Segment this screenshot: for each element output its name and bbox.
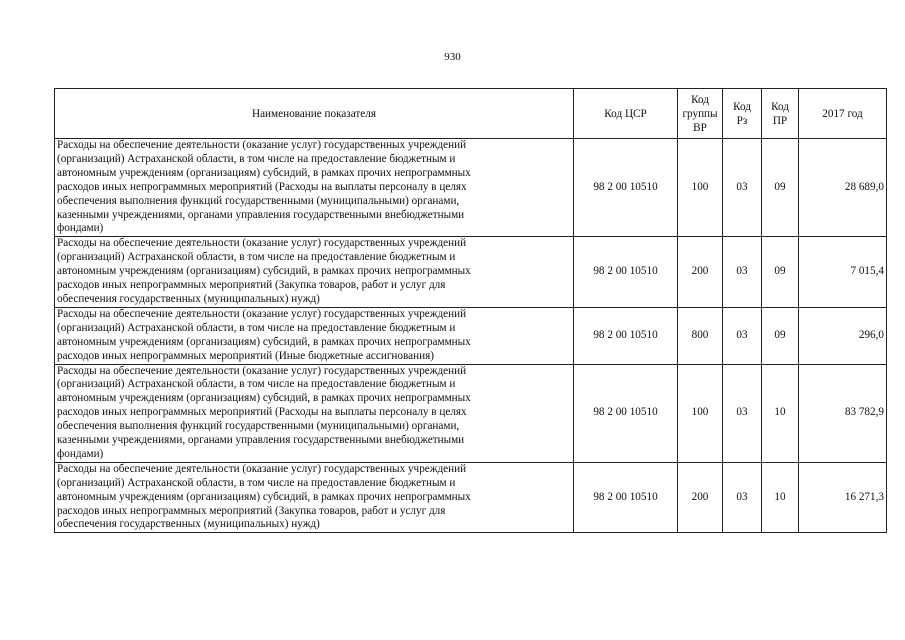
row-name-line: фондами): [57, 447, 104, 460]
row-csr-code: 98 2 00 10510: [574, 237, 678, 308]
row-name-line: (организаций) Астраханской области, в том числе на предоставление бюджетным и: [57, 378, 456, 391]
row-amount: 28 689,0: [799, 139, 887, 237]
header-csr-code: Код ЦСР: [574, 89, 678, 139]
row-name-line: Расходы на обеспечение деятельности (оказание услуг) государственных учреждений: [57, 307, 467, 320]
row-name-cell: [55, 462, 574, 533]
row-csr-code: 98 2 00 10510: [574, 462, 678, 533]
header-name: Наименование показателя: [55, 89, 574, 139]
row-name-line: обеспечения государственных (муниципальных) нужд): [57, 518, 320, 531]
row-name-line: автономным учреждениям (организациям) субсидий, в рамках прочих непрограммных: [57, 392, 471, 405]
header-rz-code: [723, 89, 762, 139]
row-amount: 16 271,3: [799, 462, 887, 533]
row-name-cell: [55, 237, 574, 308]
row-rz-code: 03: [723, 364, 762, 462]
header-rz-line: Рз: [736, 114, 748, 127]
row-name-line: (организаций) Астраханской области, в том числе на предоставление бюджетным и: [57, 251, 456, 264]
header-vr-line: Код: [691, 93, 709, 106]
row-name-line: обеспечения государственных (муниципальных) нужд): [57, 292, 320, 305]
budget-table: [54, 88, 887, 533]
row-name-line: автономным учреждениям (организациям) субсидий, в рамках прочих непрограммных: [57, 335, 471, 348]
row-csr-code: 98 2 00 10510: [574, 139, 678, 237]
row-name-line: обеспечения выполнения функций государственными (муниципальными) органами,: [57, 420, 460, 433]
row-name-line: расходов иных непрограммных мероприятий (Расходы на выплаты персоналу в целях: [57, 180, 467, 193]
row-rz-code: 03: [723, 237, 762, 308]
row-csr-code: 98 2 00 10510: [574, 307, 678, 364]
row-vr-code: 100: [678, 364, 723, 462]
row-name-line: Расходы на обеспечение деятельности (оказание услуг) государственных учреждений: [57, 237, 467, 250]
row-name-line: (организаций) Астраханской области, в том числе на предоставление бюджетным и: [57, 152, 456, 165]
row-csr-code: 98 2 00 10510: [574, 364, 678, 462]
header-pr-code: [762, 89, 799, 139]
table-row: [55, 237, 887, 308]
row-name-line: расходов иных непрограммных мероприятий (Расходы на выплаты персоналу в целях: [57, 406, 467, 419]
row-amount: 7 015,4: [799, 237, 887, 308]
row-name-line: (организаций) Астраханской области, в том числе на предоставление бюджетным и: [57, 476, 456, 489]
row-pr-code: 09: [762, 237, 799, 308]
header-year: 2017 год: [799, 89, 887, 139]
row-amount: 296,0: [799, 307, 887, 364]
header-row: [55, 89, 887, 139]
row-name-line: расходов иных непрограммных мероприятий (Иные бюджетные ассигнования): [57, 349, 434, 362]
row-pr-code: 09: [762, 139, 799, 237]
row-pr-code: 09: [762, 307, 799, 364]
row-vr-code: 200: [678, 462, 723, 533]
row-name-line: автономным учреждениям (организациям) субсидий, в рамках прочих непрограммных: [57, 490, 471, 503]
row-name-line: Расходы на обеспечение деятельности (оказание услуг) государственных учреждений: [57, 139, 467, 151]
row-name-cell: [55, 139, 574, 237]
row-pr-code: 10: [762, 462, 799, 533]
row-name-line: автономным учреждениям (организациям) субсидий, в рамках прочих непрограммных: [57, 265, 471, 278]
row-pr-code: 10: [762, 364, 799, 462]
row-rz-code: 03: [723, 139, 762, 237]
row-rz-code: 03: [723, 307, 762, 364]
header-vr-code: [678, 89, 723, 139]
table-row: [55, 462, 887, 533]
header-rz-line: Код: [733, 100, 751, 113]
row-name-line: расходов иных непрограммных мероприятий (Закупка товаров, работ и услуг для: [57, 279, 446, 292]
header-vr-line: ВР: [693, 121, 707, 134]
row-vr-code: 100: [678, 139, 723, 237]
row-amount: 83 782,9: [799, 364, 887, 462]
row-name-line: обеспечения выполнения функций государственными (муниципальными) органами,: [57, 194, 460, 207]
table-row: [55, 307, 887, 364]
row-name-line: фондами): [57, 222, 104, 235]
row-name-line: Расходы на обеспечение деятельности (оказание услуг) государственных учреждений: [57, 462, 467, 475]
header-pr-line: ПР: [772, 114, 788, 127]
row-name-line: автономным учреждениям (организациям) субсидий, в рамках прочих непрограммных: [57, 166, 471, 179]
row-name-line: (организаций) Астраханской области, в том числе на предоставление бюджетным и: [57, 321, 456, 334]
header-vr-line: группы: [682, 107, 718, 120]
page-number: 930: [444, 51, 461, 63]
row-rz-code: 03: [723, 462, 762, 533]
row-vr-code: 800: [678, 307, 723, 364]
row-name-cell: [55, 307, 574, 364]
header-pr-line: Код: [771, 100, 789, 113]
row-name-cell: [55, 364, 574, 462]
row-name-line: казенными учреждениями, органами управления государственными внебюджетными: [57, 434, 465, 447]
row-name-line: казенными учреждениями, органами управления государственными внебюджетными: [57, 208, 465, 221]
row-name-line: расходов иных непрограммных мероприятий (Закупка товаров, работ и услуг для: [57, 504, 446, 517]
row-name-line: Расходы на обеспечение деятельности (оказание услуг) государственных учреждений: [57, 364, 467, 377]
table-row: [55, 364, 887, 462]
row-vr-code: 200: [678, 237, 723, 308]
table-row: [55, 139, 887, 237]
